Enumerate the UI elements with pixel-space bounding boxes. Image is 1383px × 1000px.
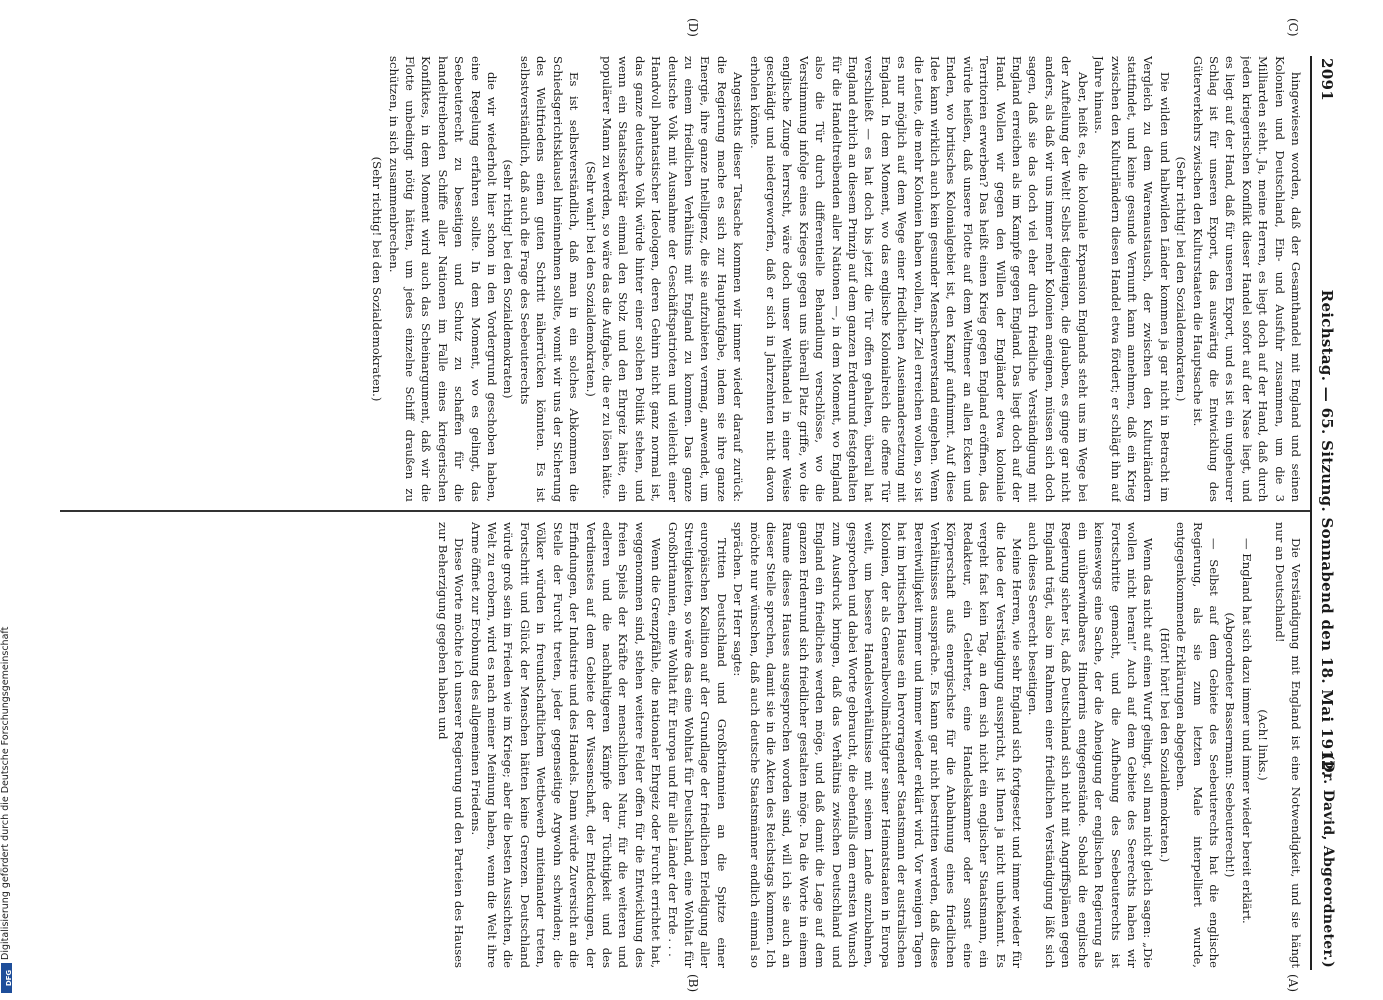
paragraph: Die Verständigung mit England ist eine Notwendigkeit, und sie hängt nur an Deutschland! <box>1272 522 1303 968</box>
digitization-credit-text: Digitalisierung gefördert durch die Deutsche Forschungsgemeinschaft <box>0 626 11 960</box>
margin-mark-b: (B) <box>686 974 700 993</box>
running-title: Reichstag. — 65. Sitzung. Sonnabend den 18. Mai 1912. <box>1318 289 1336 777</box>
interjection: (Ach! links.) <box>1256 709 1271 781</box>
paragraph: Wenn das nicht auf einen Wurf gelingt, soll man nicht gleich sagen: „Die wollen nicht heran!“ Auch auf dem Gebiete des Seerechts haben wir Fortschritte gemacht, und die Aufhebung des Seebeuterechts ist keineswegs eine Sache, der die Abneigung der englischen Regierung als ein unüberwindbares Hindernis entgegenstände. Sobald die englische Regierung sicher ist, daß Deutschland sich nicht mit Angriffsplänen gegen England trägt, also im Rahmen einer friedlichen Verständigung läßt sich auch dieses Seerecht beseitigen. <box>1026 522 1156 968</box>
paragraph: Angesichts dieser Tatsache kommen wir immer wieder darauf zurück: die Regierung mache es sich zur Hauptaufgabe, indem sie ihre ganze Energie, ihre ganze Intelligenz, die sie aufzubieten vermag, anwendet, um zu einem friedlichen Verhältnis mit England zu kommen. Das ganze deutsche Volk mit Ausnahme der Geschäftspatrioten und vielleicht einer Handvoll phantastischer Ideologen, deren Gehirn nicht ganz normal ist, das ganze deutsche Volk würde hinter einer solchen Politik stehen, und wenn ein Staatssekretär einmal den Stolz und den Ehrgeiz hätte, ein populärer Mann zu werden, so wäre das die Aufgabe, die er zu lösen hätte. <box>599 56 746 502</box>
paragraph: — Selbst auf dem Gebiete des Seebeuterechts hat die englische Regierung, als sie zum letzten Male interpelliert wurde, entgegenkommende Erklärungen abgegeben. <box>1174 522 1221 968</box>
margin-mark-c: (C) <box>1286 18 1300 37</box>
paragraph: Es ist selbstverständlich, daß man in ein solches Abkommen die Schiedsgerichtsklausel hineinnehmen sollte, womit wir uns der Sicherung des Weltfriedens einen guten Schritt näherrücken könnten. Es ist selbstverständlich, daß auch die Frage des Seebeuterechts <box>517 56 582 502</box>
paragraph: — England hat sich dazu immer und immer wieder bereit erklärt. <box>1239 538 1254 924</box>
paragraph: Tritten Deutschland und Großbritannien an die Spitze einer europäischen Koalition auf der Grundlage der friedlichen Erledigung aller Streitigkeiten, so wäre das eine Wohltat für Deutschland, eine Wohltat für Großbritannien, eine Wohltat für Europa und für alle Länder der Erde . . . <box>665 522 729 968</box>
column-divider <box>60 510 1310 512</box>
digitization-credit <box>0 0 12 1000</box>
interjection: (Sehr richtig! bei den Sozialdemokraten.) <box>370 156 385 402</box>
paragraph: Meine Herren, wie sehr England sich fortgesetzt und immer wieder für die Idee der Verständigung ausspricht, ist Ihnen ja nicht unbekannt. Es vergeht fast kein Tag, an dem sich nicht ein englischer Staatsmann, ein Redakteur, ein Gelehrter, eine Handelskammer oder sonst eine Körperschaft aufs energischste für die Anbahnung eines friedlichen Verhältnisses ausspräche. Es kann gar nicht bestritten werden, daß diese Bereitwilligkeit immer und immer wieder erklärt wird. Vor wenigen Tagen hat im britischen Hause ein hervorragender Staatsmann der australischen Kolonien, der als Generalbevollmächtigter seiner Heimatstaaten in Europa weilt, um bessere Handelsverhältnisse mit seinem Lande anzubahnen, gesprochen und dabei Worte gebraucht, die ebenfalls dem ernsten Wunsch zum Ausdruck bringen, daß das Verhältnis zwischen Deutschland und England ein friedliches werden möge, und daß damit die Lage auf dem ganzen Erdenrund sich friedlicher gestalten möge. Da die Worte in einem Raume dieses Hauses ausgesprochen worden sind, will ich sie auch an dieser Stelle sprechen, damit sie in die Akten des Reichstags kommen. Ich möchte nur wünschen, daß auch deutsche Staatsmänner endlich einmal so sprächen. Der Herr sagte: <box>731 522 1025 968</box>
page-number: 2091 <box>1318 58 1336 101</box>
text-column-right-page <box>64 56 1304 502</box>
dfg-logo-text: DFG <box>5 969 14 987</box>
interjection: (Sehr wahr! bei den Sozialdemokraten.) <box>583 161 598 397</box>
scanned-page <box>50 18 1340 993</box>
interjection: (sehr richtig! bei den Sozialdemokraten) <box>501 159 516 399</box>
margin-mark-a: (A) <box>1286 974 1300 993</box>
paragraph: hingewiesen worden, daß der Gesamthandel mit England und seinen Kolonien und Deutschland, Ein- und Ausfuhr zusammen, um die 3 Milliarden steht. Ja, meine Herren, es liegt doch auf der Hand, daß durch jeden kriegerischen Konflikt dieser Handel sofort auf der Nase liegt, und es liegt auf der Hand, daß für unseren Export, und es ist ein ungeheurer Schlag ist für unseren Export, das auswärtig die Entwicklung des Güterverkehrs zwischen den Kulturstaaten die Hauptsache ist. <box>1190 56 1303 502</box>
interjection: (Abgeordneter Bassermann: Seebeuterecht!) <box>1223 612 1238 878</box>
interjection: (Hört! hört! bei den Sozialdemokraten.) <box>1157 627 1172 863</box>
text-column-left-page <box>64 522 1304 968</box>
paragraph: Die wilden und halbwilden Länder kommen ja gar nicht in Betracht im Vergleich zu dem Warenaustausch, der zwischen den Kulturländern stattfindet, und keine gesunde Vernunft kann annehmen, daß ein Krieg zwischen den Kulturländern diesen Handel etwa fördert; er schlägt ihn auf Jahre hinaus. <box>1092 56 1172 502</box>
margin-mark-d: (D) <box>686 18 700 37</box>
paragraph: Wenn die Grenzpfähle, die nationaler Ehrgeiz oder Furcht errichtet hat, weggenommen sind, stehen weitere Felder offen für die Entwicklung des freien Spiels der Kräfte der menschlichen Natur, für die weiteren und edleren und die nachhaltigeren Kämpfe der Tüchtigkeit und des Verdienstes auf dem Gebiete der Wissenschaft, der Entdeckungen, der Erfindungen, der Industrie und des Handels. Dann würde Zuversicht an die Stelle der Furcht treten, jeder gegenseitige Argwohn schwinden; die Völker würden in freundschaftlichem Wettbewerb miteinander treten, Fortschritt und Glück der Menschen hätten keine Grenzen. Deutschland würde groß sein im Frieden wie im Kriege; aber die besten Aussichten, die Welt zu erobern, wird es nach meiner Meinung haben, wenn die Welt ihre Arme öffnet zur Erobnung des allgemeinen Friedens. <box>468 522 664 968</box>
dfg-logo <box>1 963 12 993</box>
paragraph: Aber, heißt es, die koloniale Expansion Englands steht uns im Wege bei der Aufteilung der Welt! Selbst diejenigen, die glauben, es ginge gar nicht anders, als daß wir uns immer mehr Kolonien aneignen, müssen sich doch sagen, daß sie das doch viel eher durch friedliche Verständigung mit England erreichen als im Kampfe gegen England. Das liegt doch auf der Hand. Wollen wir gegen den Willen der Engländer etwa koloniale Territorien erwerben? Das heißt einen Krieg gegen England eröffnen, das würde heißen, daß unsere Flotte auf dem Weltmeer an allen Ecken und Enden, wo britisches Kolonialgebiet ist, den Kampf aufnimmt. Auf diese Idee kann wirklich auch kein gesunder Menschenverstand eingehen. Wenn die Leute, die mehr Kolonien haben wollen, ihr Ziel erreichen wollen, so ist es nur möglich auf dem Wege einer friedlichen Auseinandersetzung mit England. In dem Moment, wo das englische Kolonialreich die offene Tür verschließt — es hat doch bis jetzt die Tür offen gehalten, überall hat England ehrlich an diesem Prinzip auf dem ganzen Erdenrund festgehalten für die Handeltreibenden aller Nationen —, in dem Moment, wo England also die Tür durch differentielle Behandlung verschlösse, wo die Verstimmung infolge eines Krieges gegen uns überall Platz griffe, wo die englische Zunge herrscht, wäre doch unser Welthandel in einer Weise geschädigt und niedergeworfen, daß er sich in Jahrzehnten nicht davon erholen könnte. <box>747 56 1090 502</box>
paragraph: die wir wiederholt hier schon in den Vordergrund geschoben haben, eine Regelung erfahren sollte. In dem Moment, wo es gelingt, das Seebeuterecht zu beseitigen und Schutz zu schaffen für die handeltreibenden Schiffe aller Nationen im Falle eines kriegerischen Konfliktes, in dem Moment wird auch das Scheinargument, daß wir die Flotte unbedingt nötig hätten, um jedes einzelne Schiff draußen zu schützen, in sich zusammenbrechen. <box>386 56 500 502</box>
speaker-tag: (Dr. David, Abgeordneter.) <box>1320 753 1336 968</box>
interjection: (Sehr richtig! bei den Sozialdemokraten.) <box>1174 156 1189 402</box>
header-rule <box>1310 56 1312 970</box>
paragraph: Diese Worte möchte ich unserer Regierung und den Parteien des Hauses zur Beherzigung gegeben haben und <box>435 522 467 968</box>
page-header <box>1314 58 1340 968</box>
